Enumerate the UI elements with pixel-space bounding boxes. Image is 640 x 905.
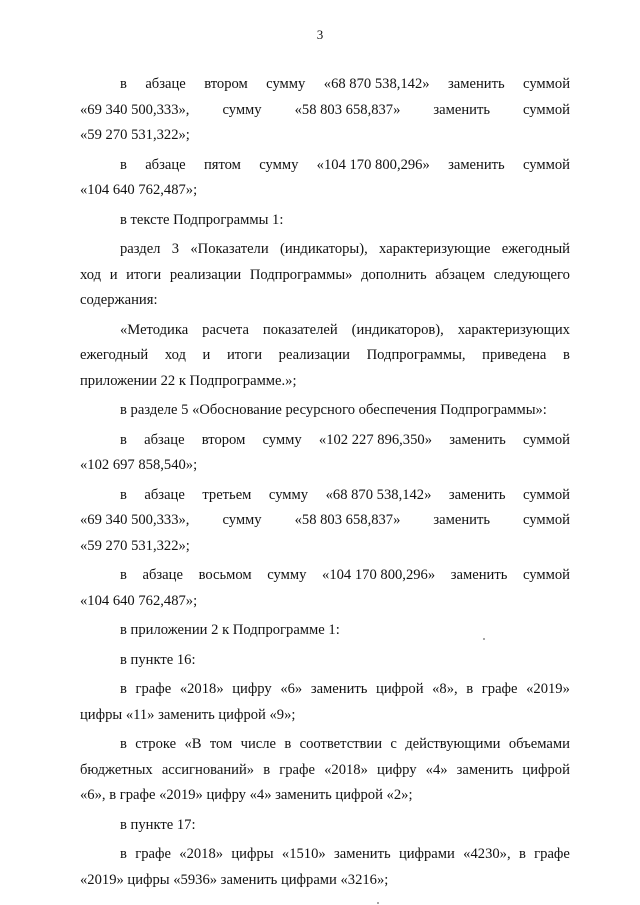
text-line-8 xyxy=(80,263,570,289)
word: ход xyxy=(80,266,102,283)
word: «104 170 800,296» xyxy=(316,156,430,173)
word: итоги xyxy=(226,347,263,363)
word: графе xyxy=(135,681,172,697)
text-line-23 xyxy=(80,677,570,703)
word: графе xyxy=(481,681,518,697)
word: ежегодный xyxy=(80,347,149,363)
word: ход xyxy=(164,347,186,363)
word: третьем xyxy=(202,486,252,503)
word: 3 xyxy=(171,241,180,257)
word: абзаце xyxy=(142,567,183,583)
word: заменить xyxy=(448,486,506,503)
text-line-10 xyxy=(80,318,570,344)
word: цифрами xyxy=(398,846,455,862)
word: суммой xyxy=(522,567,570,583)
word: «2018» xyxy=(324,761,368,778)
word: «Показатели xyxy=(190,241,269,257)
word: «58 803 658,837» xyxy=(294,512,401,528)
word: в xyxy=(563,347,570,363)
word: суммой xyxy=(522,512,570,528)
scan-speck xyxy=(483,638,485,640)
text-line-1 xyxy=(80,72,570,98)
word: «2018» xyxy=(179,681,224,697)
word: заменить xyxy=(450,567,508,583)
word: сумму xyxy=(266,76,306,92)
word: дополнить xyxy=(361,266,427,283)
word: суммой xyxy=(523,76,570,92)
word: цифру xyxy=(377,761,417,778)
word: и xyxy=(202,347,211,363)
text-line-15: «102 697 858,540»; xyxy=(80,457,198,473)
word: суммой xyxy=(522,156,570,173)
word: в xyxy=(284,736,292,752)
text-line-6: в тексте Подпрограммы 1: xyxy=(120,211,284,228)
text-line-5: «104 640 762,487»; xyxy=(80,182,198,198)
word: абзаце xyxy=(144,431,185,448)
word: в xyxy=(120,567,127,583)
word: заменить xyxy=(456,761,514,778)
text-line-7 xyxy=(80,237,570,263)
word: абзацем xyxy=(435,266,485,283)
text-line-25 xyxy=(80,732,570,758)
text-line-12: приложении 22 к Подпрограмме.»; xyxy=(80,372,297,389)
word: показателей xyxy=(262,321,338,338)
text-line-3: «59 270 531,322»; xyxy=(80,127,190,143)
word: числе xyxy=(240,736,276,752)
word: реализации xyxy=(169,266,242,283)
word: суммой xyxy=(523,486,570,503)
word: заменить xyxy=(310,681,368,697)
text-line-27: «6», в графе «2019» цифру «4» заменить цифрой «2»; xyxy=(80,787,413,803)
word: приведена xyxy=(482,347,547,363)
word: в xyxy=(120,76,127,92)
word: в xyxy=(120,681,127,697)
word: цифрой xyxy=(522,761,570,778)
word: цифры xyxy=(231,846,274,862)
word: «69 340 500,333», xyxy=(80,512,190,528)
word: «102 227 896,350» xyxy=(318,431,432,448)
word: графе xyxy=(279,761,315,778)
word: сумму xyxy=(262,431,302,448)
text-line-4 xyxy=(80,153,570,179)
word: «4230», xyxy=(463,846,511,862)
word: «69 340 500,333», xyxy=(80,101,190,118)
text-line-21: в приложении 2 к Подпрограмме 1: xyxy=(120,622,340,638)
text-line-16 xyxy=(80,483,570,509)
word: цифрой xyxy=(376,681,424,697)
word: в xyxy=(120,736,127,752)
word: суммой xyxy=(522,101,570,118)
word: итоги xyxy=(126,266,162,283)
word: абзаце xyxy=(145,156,186,173)
page-number: 3 xyxy=(316,27,324,42)
word: и xyxy=(109,266,118,283)
text-line-11 xyxy=(80,343,570,369)
word: пятом xyxy=(203,156,241,173)
word: расчета xyxy=(202,321,249,338)
word: (индикаторы), xyxy=(279,241,368,257)
word: абзаце xyxy=(145,76,186,92)
word: реализации xyxy=(278,347,350,363)
word: бюджетных xyxy=(80,761,153,778)
word: графе xyxy=(534,846,570,862)
text-line-22: в пункте 16: xyxy=(120,651,196,668)
word: ежегодный xyxy=(501,241,570,257)
text-line-24: цифры «11» заменить цифрой «9»; xyxy=(80,706,296,723)
word: заменить xyxy=(448,76,505,92)
text-line-28: в пункте 17: xyxy=(120,816,196,833)
word: (индикаторов), xyxy=(351,321,444,338)
word: объемами xyxy=(508,736,570,752)
word: характеризующие xyxy=(379,241,491,257)
word: характеризующих xyxy=(457,321,570,338)
word: «104 170 800,296» xyxy=(322,567,436,583)
word: «Методика xyxy=(120,321,189,338)
text-line-29 xyxy=(80,842,570,868)
word: графе xyxy=(135,846,171,862)
word: в xyxy=(120,846,127,862)
text-line-14 xyxy=(80,428,570,454)
word: в xyxy=(120,486,127,503)
word: втором xyxy=(201,431,246,448)
word: в xyxy=(466,681,474,697)
word: в xyxy=(120,431,127,448)
word: раздел xyxy=(120,241,161,257)
word: строке xyxy=(135,736,177,752)
word: действующими xyxy=(405,736,501,752)
word: заменить xyxy=(433,101,490,118)
word: «68 870 538,142» xyxy=(325,486,432,503)
word: сумму xyxy=(222,512,262,528)
document-body xyxy=(80,72,570,893)
word: «58 803 658,837» xyxy=(294,101,401,118)
word: восьмом xyxy=(198,567,252,583)
text-line-2 xyxy=(80,98,570,124)
word: с xyxy=(390,736,397,752)
text-line-18: «59 270 531,322»; xyxy=(80,537,190,554)
word: в xyxy=(120,156,127,173)
word: сумму xyxy=(267,567,307,583)
word: «2018» xyxy=(179,846,224,862)
word: заменить xyxy=(448,156,505,173)
word: Подпрограммы, xyxy=(366,347,466,363)
word: заменить xyxy=(449,431,506,448)
text-line-26 xyxy=(80,758,570,784)
word: сумму xyxy=(259,156,299,173)
word: в xyxy=(518,846,526,862)
word: «1510» xyxy=(281,846,326,862)
text-line-19 xyxy=(80,563,570,589)
word: сумму xyxy=(222,101,262,118)
word: следующего xyxy=(493,266,570,283)
word: «В xyxy=(184,736,202,752)
text-line-20: «104 640 762,487»; xyxy=(80,592,198,609)
word: «68 870 538,142» xyxy=(323,76,430,92)
word: сумму xyxy=(268,486,309,503)
word: заменить xyxy=(334,846,391,862)
text-line-9: содержания: xyxy=(80,292,158,308)
word: «4» xyxy=(425,761,448,778)
text-line-17 xyxy=(80,508,570,534)
word: том xyxy=(209,736,233,752)
word: «2019» xyxy=(526,681,570,697)
word: Подпрограммы» xyxy=(249,266,353,283)
word: цифру xyxy=(232,681,272,697)
word: втором xyxy=(204,76,248,92)
word: заменить xyxy=(433,512,490,528)
word: соответствии xyxy=(299,736,383,752)
scan-speck xyxy=(377,902,379,904)
text-line-30: «2019» цифры «5936» заменить цифрами «3216»; xyxy=(80,871,389,888)
word: в xyxy=(263,761,271,778)
text-line-13: в разделе 5 «Обоснование ресурсного обеспечения Подпрограммы»: xyxy=(120,402,547,418)
word: «8», xyxy=(432,681,458,697)
word: «6» xyxy=(280,681,303,697)
word: ассигнований» xyxy=(161,761,255,778)
word: абзаце xyxy=(144,486,185,503)
word: суммой xyxy=(523,431,570,448)
